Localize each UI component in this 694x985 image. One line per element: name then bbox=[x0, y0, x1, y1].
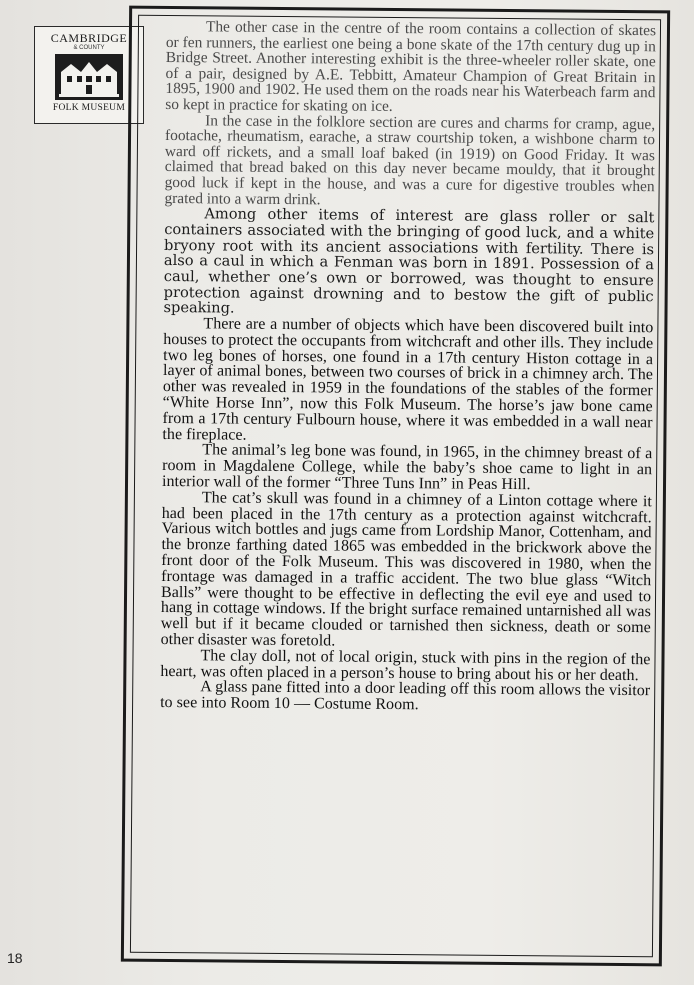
logo-museum-name: FOLK MUSEUM bbox=[52, 103, 126, 113]
paragraph-good-luck-items: Among other items of interest are glass roller or salt containers associated with the bringing of good luck, and a white bryony root with its ancient associations with fertility. There is also a caul in which a Fenman was born in 1891. Possession of a caul, whether one’s own or borrowed, was thought to ensure protection against drowning and to bestow the gift of public speaking. bbox=[163, 205, 655, 317]
paragraph-protective-objects: There are a number of objects which have been discovered built into houses to protect the occupants from witchcraft and other ills. They include two leg bones of horses, one found in a 17th century Histon cottage in a layer of animal bones, between two courses of brick in a chimney arch. The other was revealed in 1959 in the foundations of the stables of the former “White Horse Inn”, now this Folk Museum. The horse’s jaw bone came from a 17th century Fulbourn house, where it was embedded in a wall near the fireplace. bbox=[162, 315, 654, 444]
paragraph-glass-pane: A glass pane fitted into a door leading off this room allows the visitor to see into Room 10 — Costume Room. bbox=[160, 678, 651, 714]
paragraph-folklore-cures: In the case in the folklore section are cures and charms for cramp, ague, footache, rheumatism, earache, a straw courtship token, a wishbone charm to ward off rickets, and a small loaf baked (in 1919) on Good Friday. It was claimed that bread baked on this day never became mouldy, that it brought good luck if kept in the house, and was a cure for digestive troubles when grated into a warm drink. bbox=[164, 111, 656, 208]
paragraph-cat-skull: The cat’s skull was found in a chimney of a Linton cottage where it had been placed in the 17th century as a protection against witchcraft. Various witch bottles and jugs came from Lordship Manor, Cottenham, and the bronze farthing dated 1865 was embedded in the brickwork above the front door of the Folk Museum. This was discovered in 1980, when the frontage was damaged in a traffic accident. The two blue glass “Witch Balls” were thought to be effective in deflecting the evil eye and used to hang in cottage windows. If the bright surface remained untarnished all was well but if it became clouded or tarnished then sickness, death or some other disaster was foretold. bbox=[160, 489, 652, 650]
text-frame bbox=[121, 6, 670, 967]
logo-subtitle: & COUNTY bbox=[73, 45, 105, 51]
paragraph-clay-doll: The clay doll, not of local origin, stuck with pins in the region of the heart, was often placed in a person’s house to bring about his or her death. bbox=[160, 647, 651, 684]
paragraph-skates: The other case in the centre of the room contains a collection of skates or fen runners, the earliest one being a bone skate of the 17th century dug up in Bridge Street. Another interesting exhibit is the three-wheeler roller skate, one of a pair, designed by A.E. Tebbitt, Amateur Champion of Great Britain in 1895, 1900 and 1902. He used them on the roads near his Waterbeach farm and so kept in practice for skating on ice. bbox=[165, 18, 657, 115]
paragraph-leg-bone: The animal’s leg bone was found, in 1965, in the chimney breast of a room in Magdalene College, while the baby’s shoe came to light in an interior wall of the former “Three Tuns Inn” in Peas Hill. bbox=[161, 441, 653, 494]
house-icon bbox=[55, 54, 123, 100]
logo-title: CAMBRIDGE bbox=[50, 31, 128, 45]
page-number: 18 bbox=[7, 950, 23, 966]
article-body bbox=[160, 19, 656, 715]
